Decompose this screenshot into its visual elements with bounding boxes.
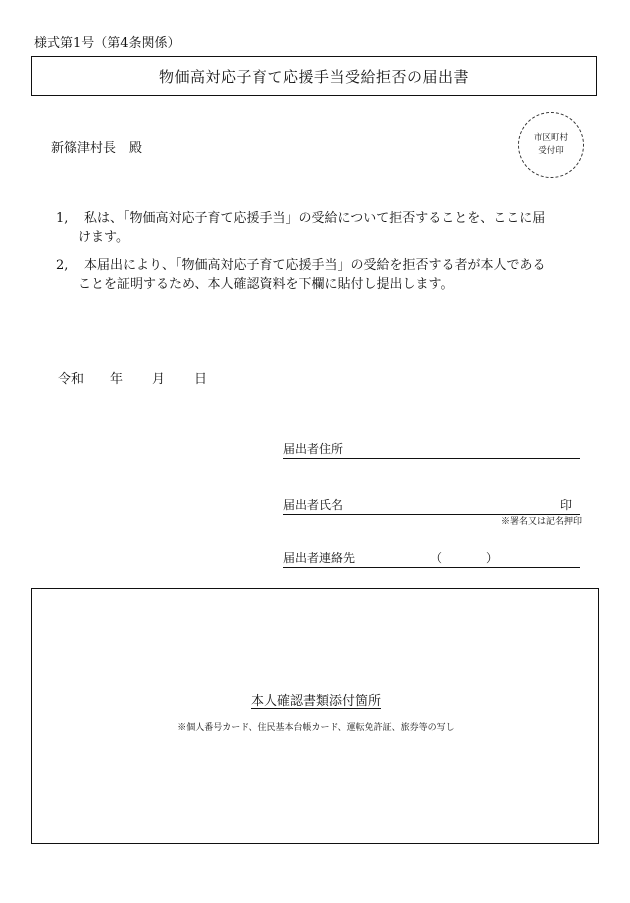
paragraph-1: [56, 209, 586, 247]
seal-mark: 印: [559, 498, 572, 512]
reception-stamp-circle: [518, 112, 584, 178]
date-month: 月: [152, 372, 166, 387]
paragraph-1-line-2: けます。: [78, 230, 129, 245]
address-label: 届出者住所: [283, 442, 344, 456]
document-title: 物価高対応子育て応援手当受給拒否の届出書: [158, 67, 469, 86]
paragraph-1-line-1: 私は、「物価高対応子育て応援手当」の受給について拒否することを、ここに届: [84, 211, 546, 226]
attachment-note: ※個人番号カード、住民基本台帳カード、運転免許証、旅券等の写し: [177, 723, 455, 733]
signature-note: ※署名又は記名押印: [501, 517, 583, 527]
name-label: 届出者氏名: [283, 498, 344, 512]
name-field[interactable]: [283, 498, 580, 515]
contact-paren-open: （: [430, 551, 443, 565]
date-year: 年: [110, 372, 124, 387]
stamp-line-2: 受付印: [538, 146, 564, 156]
paragraph-2-number: 2,: [56, 258, 69, 273]
paragraph-2-line-2: ことを証明するため、本人確認資料を下欄に貼付し提出します。: [78, 277, 454, 292]
date-day: 日: [194, 372, 208, 387]
addressee: 新篠津村長 殿: [51, 141, 143, 156]
stamp-line-1: 市区町村: [533, 133, 568, 143]
contact-label: 届出者連絡先: [283, 551, 356, 565]
paragraph-2-line-1: 本届出により、「物価高対応子育て応援手当」の受給を拒否する者が本人である: [84, 258, 546, 273]
contact-field[interactable]: [283, 551, 580, 568]
attachment-title-text: 本人確認書類添付箇所: [250, 694, 381, 709]
date-era: 令和: [58, 372, 85, 387]
id-document-attachment-box: [31, 588, 599, 844]
attachment-title: [32, 690, 600, 709]
paragraph-1-number: 1,: [56, 211, 69, 226]
contact-paren-close: ）: [486, 551, 499, 565]
address-field[interactable]: [283, 442, 580, 459]
paragraph-2: [56, 256, 586, 294]
form-number: 様式第1号（第4条関係）: [34, 36, 181, 51]
date-line: [58, 368, 207, 387]
document-title-box: [31, 56, 597, 96]
